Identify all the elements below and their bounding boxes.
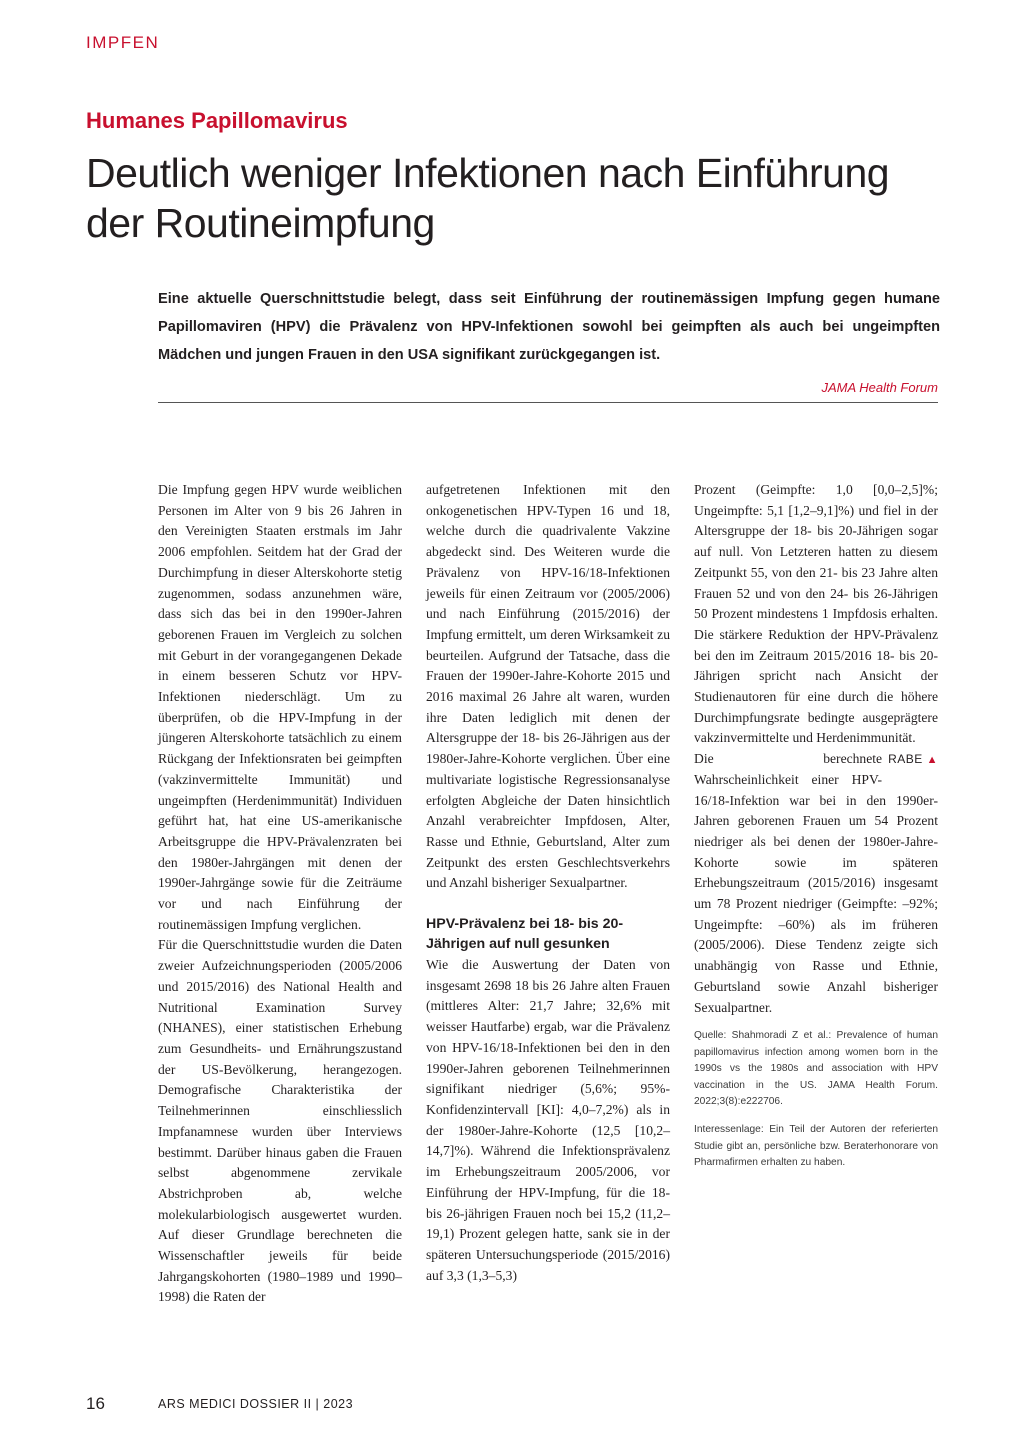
body-column-3: [694, 480, 938, 1172]
divider-rule: [158, 402, 938, 403]
section-subheading: HPV-Prävalenz bei 18- bis 20-Jährigen auf null gesunken: [426, 916, 624, 953]
article-lead: Eine aktuelle Querschnittstudie belegt, dass seit Einführung der routinemässigen Impfung gegen humane Papillomaviren (HPV) die Prävalenz von HPV-Infektionen sowohl bei geimpften als auch bei ungeimpften Mädchen und jungen Frauen in den USA signifikant zurückgegangen ist.: [158, 291, 940, 363]
author-initials: RABE: [888, 752, 923, 767]
author-signature: [888, 749, 938, 771]
body-paragraph: aufgetretenen Infektionen mit den onkogenetischen HPV-Typen 16 und 18, welche durch die quadrivalente Vakzine abgedeckt sind. Des Weiteren wurde die Prävalenz von HPV-16/18-Infektionen jeweils für einen Zeitraum vor (2005/2006) und nach Einführung (2015/2016) der Impfung ermittelt, um deren Wirksamkeit zu beurteilen. Aufgrund der Tatsache, dass die Frauen der 1990er-Jahre-Kohorte 2015 und 2016 maximal 26 Jahre alt waren, wurden ihre Daten lediglich mit denen der Altersgruppe der 18- bis 26-Jährigen aus der 1980er-Jahre-Kohorte verglichen. Über eine multivariate logistische Regressionsanalyse erfolgten Abgleiche der Daten hinsichtlich Anzahl verabreichter Impfdosen, Alter, Rasse und Ethnie, Geburtsland, Alter zum Zeitpunkt des ersten Geschlechtsverkehrs und Anzahl bisheriger Sexualpartner.: [426, 482, 670, 891]
body-paragraph: Für die Querschnittstudie wurden die Daten zweier Aufzeichnungsperioden (2005/2006 und 2015/2016) des National Health and Nutritional Examination Survey (NHANES), einer statistischen Erhebung zum Gesundheits- und Ernährungszustand der US-Bevölkerung, herangezogen. Demografische Charakteristika der Teilnehmerinnen einschliesslich Impfanamnese wurden über Interviews bestimmt. Darüber hinaus gaben die Frauen selbst abgenommene zervikale Abstrichproben ab, welche molekularbiologisch ausgewertet wurden. Auf dieser Grundlage berechneten die Wissenschaftler jeweils für beide Jahrgangskohorten (1980–1989 und 1990–1998) die Raten der: [158, 937, 402, 1305]
body-paragraph: Wie die Auswertung der Daten von insgesamt 2698 18 bis 26 Jahre alten Frauen (mittleres Alter: 21,7 Jahre; 32,6% mit weisser Hautfarbe) ergab, war die Prävalenz von HPV-16/18-Infektionen bei den in den 1990er-Jahren geborenen Teilnehmerinnen signifikant niedriger (5,6%; 95%-Konfidenzintervall [KI]: 4,0–7,2%) als in der 1980er-Jahre-Kohorte (12,5 [10,2–14,7]%). Während die Infektionsprävalenz im Erhebungszeitraum 2005/2006, vor Einführung der HPV-Impfung, für die 18- bis 26-jährigen Frauen noch bei 15,2 (11,2–19,1) Prozent gelegen hatte, sank sie in der späteren Untersuchungsperiode (2015/2016) auf 3,3 (1,3–5,3): [426, 957, 670, 1283]
final-paragraph-text: Die berechnete Wahrscheinlichkeit einer HPV-16/18-Infektion war bei in den 1990er-Jahren geborenen Frauen um 54 Prozent niedriger als bei denen der 1980er-Jahre-Kohorte sowie im späteren Erhebungszeitraum (2015/2016) insgesamt um 78 Prozent niedriger (Geimpfte: –92%; Ungeimpfte: –60%) als im früheren (2005/2006). Diese Tendenz zeigte sich unabhängig von Rasse und Ethnie, Geburtsland sowie Anzahl bisheriger Sexualpartner.: [694, 751, 938, 1015]
body-column-1: [158, 480, 402, 1308]
interest-note: Interessenlage: Ein Teil der Autoren der referierten Studie gibt an, persönliche bzw. Beraterhonorare von Pharmafirmen erhalten zu haben.: [694, 1124, 938, 1169]
article-kicker: Humanes Papillomavirus: [86, 108, 348, 133]
source-journal: JAMA Health Forum: [821, 380, 938, 395]
section-label: IMPFEN: [86, 33, 160, 52]
article-headline: Deutlich weniger Infektionen nach Einführung der Routineimpfung: [86, 150, 890, 246]
body-paragraph-final: [694, 749, 938, 1018]
page-number: 16: [86, 1394, 105, 1413]
body-paragraph: Prozent (Geimpfte: 1,0 [0,0–2,5]%; Ungeimpfte: 5,1 [1,2–9,1]%) und fiel in der Altersgruppe der 18- bis 20-Jährigen sogar auf null. Von Letzteren hatten zu diesem Zeitpunkt 55, von den 21- bis 23 Jahre alten Frauen 52 und von den 24- bis 26-Jährigen 50 Prozent mindestens 1 Impfdosis erhalten. Die stärkere Reduktion der HPV-Prävalenz bei den im Zeitraum 2015/2016 18- bis 20-Jährigen spricht nach Ansicht der Studienautoren für eine durch die höhere Durchimpfungsrate bedingte ausgeprägtere vakzinvermittelte und Herdenimmunität.: [694, 482, 938, 746]
body-column-2: [426, 480, 670, 1286]
source-note: Quelle: Shahmoradi Z et al.: Prevalence of human papillomavirus infection among women born in the 1990s vs the 1980s and association with HPV vaccination in the US. JAMA Health Forum. 2022;3(8):e222706.: [694, 1030, 938, 1107]
publication-footer: ARS MEDICI DOSSIER II | 2023: [158, 1397, 354, 1411]
body-paragraph: Die Impfung gegen HPV wurde weiblichen Personen im Alter von 9 bis 26 Jahren in den Vereinigten Staaten erstmals im Jahr 2006 empfohlen. Seitdem hat der Grad der Durchimpfung in dieser Alterskohorte stetig zugenommen, sodass anzunehmen wäre, dass sich das bei in den 1990er-Jahren geborenen Frauen im Vergleich zu solchen mit Geburt in der vorangegangenen Dekade in einem besseren Schutz vor HPV-Infektionen niederschlägt. Um zu überprüfen, ob die HPV-Impfung in der jüngeren Alterskohorte tatsächlich zu einem Rückgang der Infektionsraten bei geimpften (vakzinvermittelte Immunität) und ungeimpften (Herdenimmunität) Individuen geführt hat, hat eine US-amerikanische Arbeitsgruppe die HPV-Prävalenzraten bei den 1980er-Jahrgängen mit denen der 1990er-Jahrgänge sowie für die Zeiträume vor und nach Einführung der routinemässigen Impfung verglichen.: [158, 482, 402, 932]
end-triangle-icon: ▲: [926, 754, 938, 767]
